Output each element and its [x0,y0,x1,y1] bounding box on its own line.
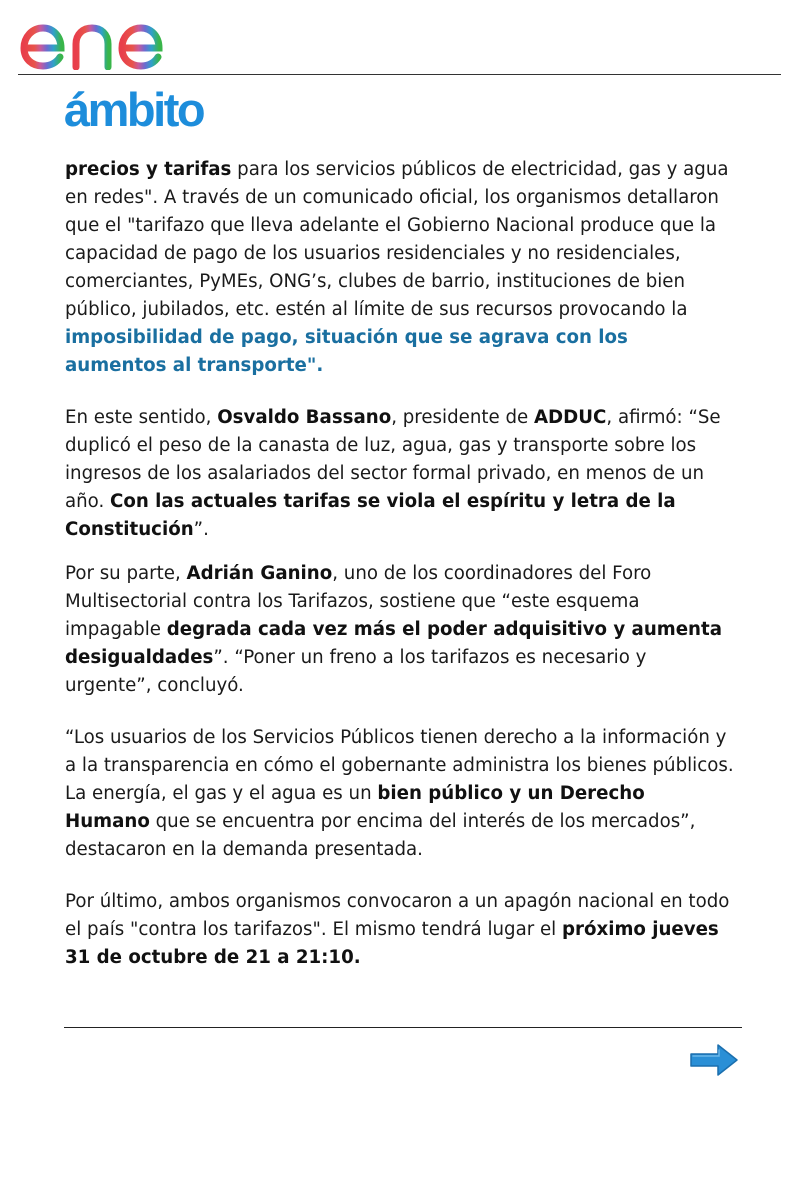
source-logo: ámbito [64,83,204,136]
bold-text: degrada cada vez más el poder adquisitivo y aumenta desigualdades [65,619,722,668]
body-text: , presidente de [391,407,534,428]
article-paragraph [65,724,735,864]
article-body [65,156,735,972]
header-divider [18,74,781,75]
bold-text: Adrián Ganino [186,563,333,584]
body-text: ”. “Poner un freno a los tarifazos es necesario y urgente”, concluyó. [65,647,647,696]
highlighted-text: imposibilidad de pago, situación que se agrava con los aumentos al transporte". [65,327,628,376]
body-text: En este sentido, [65,407,218,428]
bold-text: bien público y un Derecho Humano [65,783,645,832]
bold-text: precios y tarifas [65,159,232,180]
bold-text: próximo jueves 31 de octubre de 21 a 21:10. [65,919,719,968]
arrow-right-icon [691,1045,737,1075]
body-text: ”. [193,519,209,540]
article-paragraph [65,404,735,544]
body-text: , uno de los coordinadores del Foro Multisectorial contra los Tarifazos, sostiene que “este esquema impagable [65,563,652,640]
article-paragraph [65,156,735,380]
body-text: para los servicios públicos de electricidad, gas y agua en redes". A través de un comunicado oficial, los organismos detallaron que el "tarifazo que lleva adelante el Gobierno Nacional produce que la capacidad de pago de los usuarios residenciales y no residenciales, comerciantes, PyMEs, ONG’s, clubes de barrio, instituciones de bien público, jubilados, etc. estén al límite de sus recursos provocando la [65,159,729,320]
article-paragraph [65,888,735,972]
next-arrow-button[interactable] [688,1042,740,1078]
body-text: , afirmó: “Se duplicó el peso de la canasta de luz, agua, gas y transporte sobre los ingresos de los asalariados del sector formal privado, en menos de un año. [65,407,721,512]
bold-text: Osvaldo Bassano [217,407,392,428]
body-text: Por último, ambos organismos convocaron a un apagón nacional en todo el país "contra los tarifazos". El mismo tendrá lugar el [65,891,730,940]
body-text: “Los usuarios de los Servicios Públicos tienen derecho a la información y a la transparencia en cómo el gobernante administra los bienes públicos. La energía, el gas y el agua es un [65,727,734,804]
enel-logo-icon [18,4,193,70]
body-text: Por su parte, [65,563,187,584]
bold-text: ADDUC [533,407,607,428]
body-text: que se encuentra por encima del interés de los mercados”, destacaron en la demanda presentada. [65,811,696,860]
footer-divider [64,1027,742,1028]
bold-text: Con las actuales tarifas se viola el espíritu y letra de la Constitución [65,491,676,540]
article-paragraph [65,560,735,700]
page-header [0,0,800,76]
